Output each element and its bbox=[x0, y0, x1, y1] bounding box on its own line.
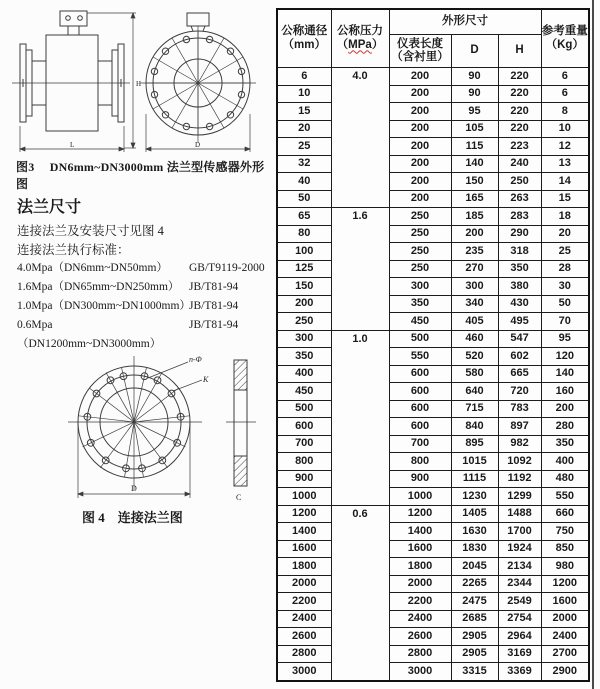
cell-nominal-diameter: 800 bbox=[277, 453, 331, 471]
cell-weight: 1600 bbox=[541, 593, 589, 611]
cell-meter-length: 250 bbox=[389, 260, 451, 278]
header-nominal-diameter-title: 公称通径 bbox=[281, 25, 328, 38]
cell-h: 897 bbox=[498, 418, 541, 436]
cell-weight: 50 bbox=[541, 295, 589, 313]
table-row bbox=[277, 278, 589, 296]
cell-nominal-diameter: 1000 bbox=[277, 488, 331, 506]
cell-weight: 660 bbox=[541, 505, 589, 523]
standard-row bbox=[17, 259, 273, 278]
table-body bbox=[277, 68, 589, 682]
cell-h: 220 bbox=[498, 85, 541, 103]
cell-h: 2754 bbox=[498, 610, 541, 628]
cell-d: 1015 bbox=[451, 453, 498, 471]
cell-nominal-diameter: 1400 bbox=[277, 523, 331, 541]
mpa-unit: MPa bbox=[348, 38, 372, 51]
cell-d: 1830 bbox=[451, 540, 498, 558]
cell-h: 290 bbox=[498, 225, 541, 243]
cell-h: 1924 bbox=[498, 540, 541, 558]
cell-meter-length: 300 bbox=[389, 278, 451, 296]
cell-nominal-pressure: 1.0 bbox=[331, 330, 389, 505]
table-row bbox=[277, 663, 589, 682]
standard-row bbox=[17, 278, 273, 297]
cell-nominal-diameter: 10 bbox=[277, 85, 331, 103]
cell-h: 495 bbox=[498, 313, 541, 331]
dim-c-label: C bbox=[236, 493, 242, 502]
cell-nominal-diameter: 40 bbox=[277, 173, 331, 191]
cell-weight: 200 bbox=[541, 400, 589, 418]
dim-l-label: L bbox=[70, 141, 75, 149]
cell-nominal-diameter: 125 bbox=[277, 260, 331, 278]
table-row bbox=[277, 313, 589, 331]
header-reference-weight-unit: （Kg） bbox=[545, 38, 584, 51]
standard-code: GB/T9119-2000 bbox=[189, 262, 265, 274]
front-view bbox=[140, 13, 256, 142]
cell-d: 235 bbox=[451, 243, 498, 261]
cell-d: 640 bbox=[451, 383, 498, 401]
side-view bbox=[12, 11, 130, 131]
cell-weight: 750 bbox=[541, 523, 589, 541]
cell-weight: 6 bbox=[541, 68, 589, 86]
cell-h: 1700 bbox=[498, 523, 541, 541]
cell-weight: 140 bbox=[541, 365, 589, 383]
standard-range: 1.6Mpa（DN65mm~DN250mm） bbox=[17, 281, 180, 293]
header-outline-dimensions: 外形尺寸 bbox=[389, 9, 541, 35]
header-meter-length-sub: （含衬里） bbox=[391, 51, 449, 63]
cell-nominal-diameter: 80 bbox=[277, 225, 331, 243]
cell-h: 1092 bbox=[498, 453, 541, 471]
cell-weight: 120 bbox=[541, 348, 589, 366]
cell-weight: 980 bbox=[541, 558, 589, 576]
cell-d: 2685 bbox=[451, 610, 498, 628]
cell-meter-length: 200 bbox=[389, 173, 451, 191]
cell-d: 185 bbox=[451, 208, 498, 226]
cell-h: 3369 bbox=[498, 663, 541, 682]
cell-meter-length: 1400 bbox=[389, 523, 451, 541]
cell-h: 602 bbox=[498, 348, 541, 366]
cell-meter-length: 700 bbox=[389, 435, 451, 453]
cell-nominal-diameter: 150 bbox=[277, 278, 331, 296]
cell-meter-length: 200 bbox=[389, 68, 451, 86]
cell-h: 3169 bbox=[498, 645, 541, 663]
cell-nominal-diameter: 2400 bbox=[277, 610, 331, 628]
cell-nominal-diameter: 50 bbox=[277, 190, 331, 208]
cell-h: 783 bbox=[498, 400, 541, 418]
cell-meter-length: 200 bbox=[389, 138, 451, 156]
cell-h: 430 bbox=[498, 295, 541, 313]
cell-h: 2549 bbox=[498, 593, 541, 611]
standard-row bbox=[17, 297, 273, 316]
cell-d: 520 bbox=[451, 348, 498, 366]
dimension-h bbox=[87, 13, 141, 148]
cell-nominal-diameter: 1800 bbox=[277, 558, 331, 576]
flange-standards-list bbox=[17, 259, 273, 350]
table-row bbox=[277, 68, 589, 86]
cell-h: 2964 bbox=[498, 628, 541, 646]
cell-nominal-diameter: 15 bbox=[277, 103, 331, 121]
header-nominal-pressure-unit: （MPa） bbox=[336, 38, 384, 51]
header-nominal-diameter bbox=[277, 9, 331, 68]
cell-weight: 280 bbox=[541, 418, 589, 436]
table-row bbox=[277, 575, 589, 593]
cell-nominal-diameter: 1600 bbox=[277, 540, 331, 558]
cell-weight: 30 bbox=[541, 278, 589, 296]
cell-h: 1299 bbox=[498, 488, 541, 506]
cell-meter-length: 1800 bbox=[389, 558, 451, 576]
table-row bbox=[277, 138, 589, 156]
cell-weight: 2000 bbox=[541, 610, 589, 628]
cell-meter-length: 550 bbox=[389, 348, 451, 366]
cell-meter-length: 600 bbox=[389, 400, 451, 418]
flange-spec-table bbox=[276, 8, 590, 682]
header-reference-weight bbox=[541, 9, 589, 68]
table-row bbox=[277, 173, 589, 191]
cell-d: 2475 bbox=[451, 593, 498, 611]
page-edge-line bbox=[592, 0, 594, 689]
cell-d: 270 bbox=[451, 260, 498, 278]
cell-weight: 10 bbox=[541, 120, 589, 138]
table-row bbox=[277, 505, 589, 523]
header-meter-length-title: 仪表长度 bbox=[397, 37, 443, 50]
cell-weight: 13 bbox=[541, 155, 589, 173]
cell-meter-length: 600 bbox=[389, 418, 451, 436]
cell-weight: 12 bbox=[541, 138, 589, 156]
cell-h: 720 bbox=[498, 383, 541, 401]
flange-face-view bbox=[68, 355, 209, 490]
cell-d: 340 bbox=[451, 295, 498, 313]
cell-meter-length: 250 bbox=[389, 225, 451, 243]
cell-d: 405 bbox=[451, 313, 498, 331]
cell-weight: 2900 bbox=[541, 663, 589, 682]
flange-section-heading: 法兰尺寸 bbox=[17, 199, 82, 216]
figure3-caption: 图3 DN6mm~DN3000mm 法兰型传感器外形图 bbox=[16, 160, 265, 191]
standard-code: JB/T81-94 bbox=[189, 281, 239, 293]
cell-h: 665 bbox=[498, 365, 541, 383]
table-row bbox=[277, 330, 589, 348]
cell-nominal-diameter: 65 bbox=[277, 208, 331, 226]
cell-h: 220 bbox=[498, 120, 541, 138]
table-row bbox=[277, 523, 589, 541]
cell-h: 2134 bbox=[498, 558, 541, 576]
cell-d: 1115 bbox=[451, 470, 498, 488]
standard-code: JB/T81-94 bbox=[189, 300, 239, 312]
table-row bbox=[277, 435, 589, 453]
table-row bbox=[277, 558, 589, 576]
cell-d: 90 bbox=[451, 68, 498, 86]
cell-meter-length: 200 bbox=[389, 103, 451, 121]
cell-weight: 400 bbox=[541, 453, 589, 471]
header-meter-length bbox=[389, 35, 451, 68]
cell-weight: 1200 bbox=[541, 575, 589, 593]
cell-nominal-diameter: 6 bbox=[277, 68, 331, 86]
table-row bbox=[277, 260, 589, 278]
cell-meter-length: 250 bbox=[389, 208, 451, 226]
standard-range: 0.6Mpa（DN1200mm~DN3000mm） bbox=[17, 319, 162, 350]
cell-d: 3315 bbox=[451, 663, 498, 682]
cell-d: 150 bbox=[451, 173, 498, 191]
table-row bbox=[277, 540, 589, 558]
cell-h: 223 bbox=[498, 138, 541, 156]
cell-weight: 95 bbox=[541, 330, 589, 348]
flange-section-view bbox=[226, 360, 256, 502]
cell-h: 220 bbox=[498, 103, 541, 121]
standard-code: JB/T81-94 bbox=[189, 319, 239, 331]
cell-nominal-diameter: 32 bbox=[277, 155, 331, 173]
table-header bbox=[277, 9, 589, 68]
cell-nominal-diameter: 2600 bbox=[277, 628, 331, 646]
table-row bbox=[277, 103, 589, 121]
cell-weight: 350 bbox=[541, 435, 589, 453]
cell-weight: 850 bbox=[541, 540, 589, 558]
table-row bbox=[277, 453, 589, 471]
header-nominal-diameter-unit: （mm） bbox=[282, 38, 326, 51]
cell-nominal-pressure: 4.0 bbox=[331, 68, 389, 208]
header-h: H bbox=[498, 35, 541, 68]
cell-nominal-pressure: 0.6 bbox=[331, 505, 389, 681]
cell-meter-length: 1600 bbox=[389, 540, 451, 558]
dim-d-label: D bbox=[195, 141, 201, 149]
table-row bbox=[277, 243, 589, 261]
cell-d: 1405 bbox=[451, 505, 498, 523]
cell-meter-length: 2200 bbox=[389, 593, 451, 611]
table-row bbox=[277, 120, 589, 138]
cell-d: 895 bbox=[451, 435, 498, 453]
cell-weight: 15 bbox=[541, 190, 589, 208]
table-row bbox=[277, 208, 589, 226]
cell-d: 2905 bbox=[451, 628, 498, 646]
cell-h: 263 bbox=[498, 190, 541, 208]
table-row bbox=[277, 348, 589, 366]
cell-meter-length: 600 bbox=[389, 365, 451, 383]
cell-nominal-diameter: 350 bbox=[277, 348, 331, 366]
table-row bbox=[277, 593, 589, 611]
cell-h: 547 bbox=[498, 330, 541, 348]
cell-d: 460 bbox=[451, 330, 498, 348]
cell-d: 105 bbox=[451, 120, 498, 138]
cell-nominal-diameter: 450 bbox=[277, 383, 331, 401]
cell-d: 840 bbox=[451, 418, 498, 436]
cell-h: 240 bbox=[498, 155, 541, 173]
dim-h-label: H bbox=[136, 80, 142, 88]
cell-h: 318 bbox=[498, 243, 541, 261]
cell-d: 2905 bbox=[451, 645, 498, 663]
cell-d: 200 bbox=[451, 225, 498, 243]
cell-meter-length: 200 bbox=[389, 85, 451, 103]
cell-nominal-diameter: 250 bbox=[277, 313, 331, 331]
cell-meter-length: 450 bbox=[389, 313, 451, 331]
cell-weight: 18 bbox=[541, 208, 589, 226]
cell-nominal-diameter: 500 bbox=[277, 400, 331, 418]
cell-d: 90 bbox=[451, 85, 498, 103]
cell-h: 982 bbox=[498, 435, 541, 453]
cell-meter-length: 200 bbox=[389, 190, 451, 208]
flange-note-1: 连接法兰及安装尺寸见图 4 bbox=[17, 224, 164, 238]
cell-d: 95 bbox=[451, 103, 498, 121]
cell-d: 140 bbox=[451, 155, 498, 173]
cell-meter-length: 600 bbox=[389, 383, 451, 401]
cell-meter-length: 900 bbox=[389, 470, 451, 488]
cell-h: 220 bbox=[498, 68, 541, 86]
cell-d: 1230 bbox=[451, 488, 498, 506]
cell-d: 300 bbox=[451, 278, 498, 296]
table-row bbox=[277, 628, 589, 646]
cell-meter-length: 1000 bbox=[389, 488, 451, 506]
cell-meter-length: 2800 bbox=[389, 645, 451, 663]
k-label: K bbox=[203, 375, 209, 384]
table-row bbox=[277, 225, 589, 243]
cell-d: 165 bbox=[451, 190, 498, 208]
cell-meter-length: 2600 bbox=[389, 628, 451, 646]
standard-range: 4.0Mpa（DN6mm~DN50mm） bbox=[17, 262, 168, 274]
cell-weight: 2700 bbox=[541, 645, 589, 663]
cell-meter-length: 1200 bbox=[389, 505, 451, 523]
cell-weight: 8 bbox=[541, 103, 589, 121]
header-nominal-pressure bbox=[331, 9, 389, 68]
dimension-l bbox=[20, 126, 124, 152]
cell-meter-length: 350 bbox=[389, 295, 451, 313]
cell-nominal-diameter: 100 bbox=[277, 243, 331, 261]
cell-h: 250 bbox=[498, 173, 541, 191]
cell-nominal-diameter: 300 bbox=[277, 330, 331, 348]
cell-d: 580 bbox=[451, 365, 498, 383]
cell-nominal-diameter: 700 bbox=[277, 435, 331, 453]
cell-d: 715 bbox=[451, 400, 498, 418]
cell-meter-length: 2400 bbox=[389, 610, 451, 628]
cell-nominal-pressure: 1.6 bbox=[331, 208, 389, 331]
table-row bbox=[277, 400, 589, 418]
cell-h: 2344 bbox=[498, 575, 541, 593]
cell-weight: 25 bbox=[541, 243, 589, 261]
cell-meter-length: 200 bbox=[389, 120, 451, 138]
cell-weight: 550 bbox=[541, 488, 589, 506]
table-row bbox=[277, 645, 589, 663]
cell-weight: 6 bbox=[541, 85, 589, 103]
table-row bbox=[277, 155, 589, 173]
table-row bbox=[277, 610, 589, 628]
cell-weight: 160 bbox=[541, 383, 589, 401]
cell-h: 350 bbox=[498, 260, 541, 278]
cell-meter-length: 250 bbox=[389, 243, 451, 261]
cell-weight: 20 bbox=[541, 225, 589, 243]
table-row bbox=[277, 383, 589, 401]
table-row bbox=[277, 470, 589, 488]
table-row bbox=[277, 295, 589, 313]
n-phi-label: n-Φ bbox=[189, 355, 202, 364]
flange-note-2: 连接法兰执行标准： bbox=[17, 243, 130, 257]
cell-nominal-diameter: 200 bbox=[277, 295, 331, 313]
cell-meter-length: 500 bbox=[389, 330, 451, 348]
cell-nominal-diameter: 2000 bbox=[277, 575, 331, 593]
table-row bbox=[277, 418, 589, 436]
cell-d: 2265 bbox=[451, 575, 498, 593]
cell-h: 283 bbox=[498, 208, 541, 226]
cell-h: 1192 bbox=[498, 470, 541, 488]
standard-row bbox=[17, 316, 273, 350]
table-row bbox=[277, 488, 589, 506]
standard-range: 1.0Mpa（DN300mm~DN1000mm） bbox=[17, 300, 191, 312]
cell-nominal-diameter: 2200 bbox=[277, 593, 331, 611]
cell-weight: 28 bbox=[541, 260, 589, 278]
header-reference-weight-title: 参考重量 bbox=[541, 25, 588, 38]
cell-nominal-diameter: 25 bbox=[277, 138, 331, 156]
leaders bbox=[148, 355, 209, 391]
table-row bbox=[277, 85, 589, 103]
header-nominal-pressure-title: 公称压力 bbox=[337, 25, 383, 38]
cell-meter-length: 800 bbox=[389, 453, 451, 471]
cell-weight: 14 bbox=[541, 173, 589, 191]
table-row bbox=[277, 190, 589, 208]
cell-nominal-diameter: 400 bbox=[277, 365, 331, 383]
dim-d-label: D bbox=[131, 484, 137, 493]
cell-meter-length: 200 bbox=[389, 155, 451, 173]
cell-weight: 70 bbox=[541, 313, 589, 331]
cell-meter-length: 3000 bbox=[389, 663, 451, 682]
cell-nominal-diameter: 600 bbox=[277, 418, 331, 436]
cell-weight: 480 bbox=[541, 470, 589, 488]
figure4-caption: 图 4 连接法兰图 bbox=[82, 510, 183, 525]
cell-d: 2045 bbox=[451, 558, 498, 576]
cell-d: 1630 bbox=[451, 523, 498, 541]
cell-weight: 2400 bbox=[541, 628, 589, 646]
figure3-sensor-outline-drawing bbox=[6, 4, 266, 156]
table-row bbox=[277, 365, 589, 383]
cell-meter-length: 2000 bbox=[389, 575, 451, 593]
cell-nominal-diameter: 900 bbox=[277, 470, 331, 488]
header-d: D bbox=[451, 35, 498, 68]
cell-h: 1488 bbox=[498, 505, 541, 523]
cell-nominal-diameter: 1200 bbox=[277, 505, 331, 523]
cell-nominal-diameter: 2800 bbox=[277, 645, 331, 663]
cell-h: 380 bbox=[498, 278, 541, 296]
cell-d: 115 bbox=[451, 138, 498, 156]
cell-nominal-diameter: 3000 bbox=[277, 663, 331, 682]
figure4-connection-flange-drawing bbox=[42, 338, 262, 506]
cell-nominal-diameter: 20 bbox=[277, 120, 331, 138]
